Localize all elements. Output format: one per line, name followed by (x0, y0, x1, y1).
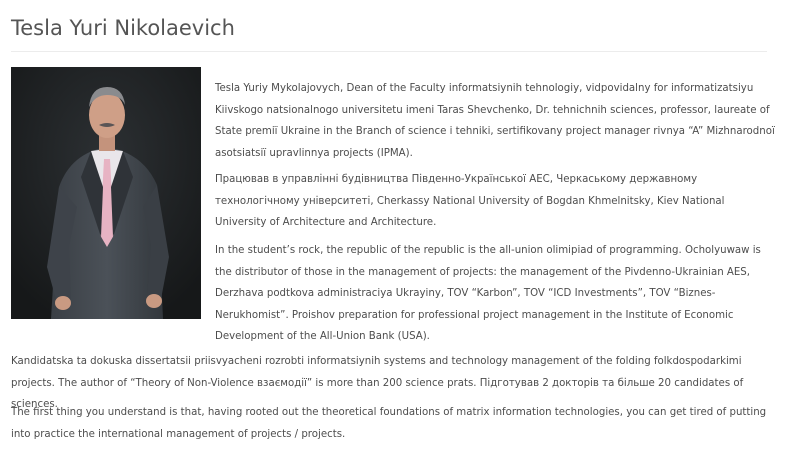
page-title: Tesla Yuri Nikolaevich (11, 16, 235, 40)
title-divider (11, 51, 767, 52)
bio-paragraph-5: The first thing you understand is that, having rooted out the theoretical foundations of matrix information technologies, you can get tired of putting into practice the international management of projects / projects. (11, 407, 767, 440)
portrait-illustration (11, 67, 201, 319)
portrait-photo (11, 67, 201, 319)
bio-paragraph-1: Tesla Yuriy Mykolajovych, Dean of the Faculty informatsiynih tehnologiy, vidpovidalny for informatizatsiyu Kiivskogo natsionalnogo universitetu imeni Taras Shevchenko, Dr. tehnichnih sciences, professor, laureate of State premiї Ukraine in the Branch of science i tehniki, sertifikovany project manager rivnya “A” Mizhnarodnoї asotsiatsiї upravlinnya projects (IPMA). (215, 83, 775, 159)
bio-paragraph-2: Працював в управлінні будівництва Південно-Української АЕС, Черкаському державному технологічному університеті, Cherkassy National University of Bogdan Khmelnitsky, Kiev National University of Architecture and Architecture. (215, 174, 725, 228)
bio-paragraph-4: Kandidatska ta dokuska dissertatsii priisvyacheni rozrobti informatsiynih systems and technology management of the folding folkdospodarkimi projects. The author of “Theory of Non-Violence взаємодії” is more than 200 science prats. Підготував 2 докторів та більше 20 candidates of sciences. (11, 356, 744, 410)
bio-paragraph-3: In the student’s rock, the republic of the republic is the all-union olimipiad of programming. Ocholyuwaw is the distributor of those in the management of projects: the management of the Pivdenno-Ukrainian AES, Derzhava podtkova administraciya Ukrayiny, TOV “Karbon”, TOV “ICD Investments”, TOV “Biznes-Nerukhomist”. Proishov preparation for professional project management in the Institute of Economic Development of the All-Union Bank (USA). (215, 245, 761, 342)
